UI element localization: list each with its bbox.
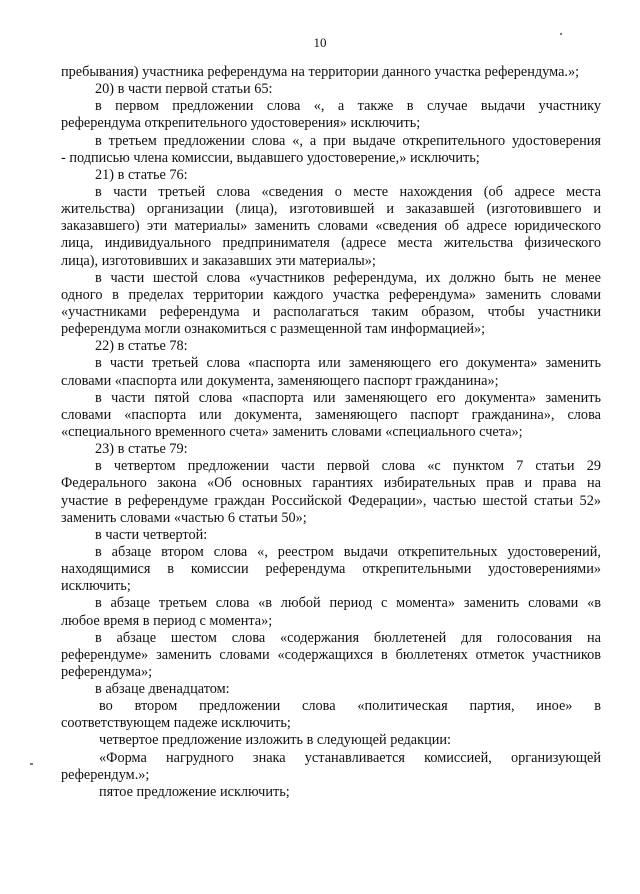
text-line: референдума открепительного удостоверения» исключить; [61, 115, 421, 132]
text-line: 21) в статье 76: [95, 166, 188, 183]
text-line: в части третьей слова «сведения о месте нахождения (об адресе места [95, 183, 601, 200]
text-line: в абзаце шестом слова «содержания бюллетеней для голосования на [95, 629, 601, 646]
text-line: - подписью члена комиссии, выдавшего удостоверение,» исключить; [61, 149, 480, 166]
text-line: находящимися в комиссии референдума открепительными удостоверениями» [61, 561, 601, 578]
text-line: референдума могли ознакомиться с размещенной там информацией»; [61, 321, 486, 338]
text-line: четвертое предложение изложить в следующей редакции: [99, 732, 452, 749]
text-line: пребывания) участника референдума на территории данного участка референдума.»; [61, 64, 580, 80]
text-line: Федерального закона «Об основных гарантиях избирательных прав и права на [61, 475, 601, 492]
text-line: референдуме» заменить словами «содержащихся в бюллетенях отметок участников [61, 646, 601, 663]
text-line: заказавшего) эти материалы» заменить словами «сведения об адресе юридического [61, 218, 601, 235]
text-line: в абзаце втором слова «, реестром выдачи открепительных удостоверений, [95, 543, 601, 560]
text-line: референдум.»; [61, 766, 150, 783]
text-line: 20) в части первой статьи 65: [95, 81, 273, 98]
text-line: участие в референдуме граждан Российской Федерации», частью шестой статьи 52» [61, 492, 601, 509]
text-line: в части шестой слова «участников референдума, их должно быть не менее [95, 269, 601, 286]
text-line: пятое предложение исключить; [99, 783, 290, 800]
text-line: одного в пределах территории каждого участка референдума» заменить словами [61, 286, 601, 303]
text-line: во втором предложении слова «политическая партия, иное» в [99, 698, 601, 715]
text-line: лица), изготовивших и заказавших эти материалы»; [61, 252, 376, 269]
text-line: «Форма нагрудного знака устанавливается комиссией, организующей [99, 749, 601, 766]
text-line: словами «паспорта или документа, заменяющего паспорт гражданина»; [61, 372, 499, 389]
scan-speck [560, 33, 562, 35]
text-line: в первом предложении слова «, а также в случае выдачи участнику [95, 98, 601, 115]
text-line: заменить словами «частью 6 статьи 50»; [61, 509, 307, 526]
text-line: лица, индивидуального предпринимателя (адресе места жительства физического [61, 235, 601, 252]
text-line: в абзаце третьем слова «в любой период с момента» заменить словами «в [95, 595, 601, 612]
text-line: в третьем предложении слова «, а при выдаче открепительного удостоверения [95, 132, 601, 149]
text-line: в части третьей слова «паспорта или заменяющего его документа» заменить [95, 355, 601, 372]
text-line: в части пятой слова «паспорта или заменяющего его документа» заменить [95, 389, 601, 406]
document-body [61, 64, 601, 801]
scan-speck [30, 763, 33, 765]
text-line: в абзаце двенадцатом: [95, 681, 230, 698]
page-number: 10 [313, 35, 327, 50]
text-line: исключить; [61, 578, 131, 595]
text-line: «участниками референдума и располагаться таким образом, чтобы участники [61, 303, 601, 320]
text-line: любое время в период с момента»; [61, 612, 273, 629]
text-line: «специального временного счета» заменить словами «специального счета»; [61, 423, 523, 440]
text-line: референдума»; [61, 663, 153, 680]
text-line: словами «паспорта или документа, заменяющего паспорт гражданина», слова [61, 406, 601, 423]
text-line: в части четвертой: [95, 526, 208, 543]
text-line: жительства) организации (лица), изготовившей и заказавшей (изготовившего и [61, 201, 601, 218]
text-line: соответствующем падеже исключить; [61, 715, 291, 732]
text-line: 22) в статье 78: [95, 338, 188, 355]
text-line: 23) в статье 79: [95, 441, 188, 458]
text-line: в четвертом предложении части первой слова «с пунктом 7 статьи 29 [95, 458, 601, 475]
